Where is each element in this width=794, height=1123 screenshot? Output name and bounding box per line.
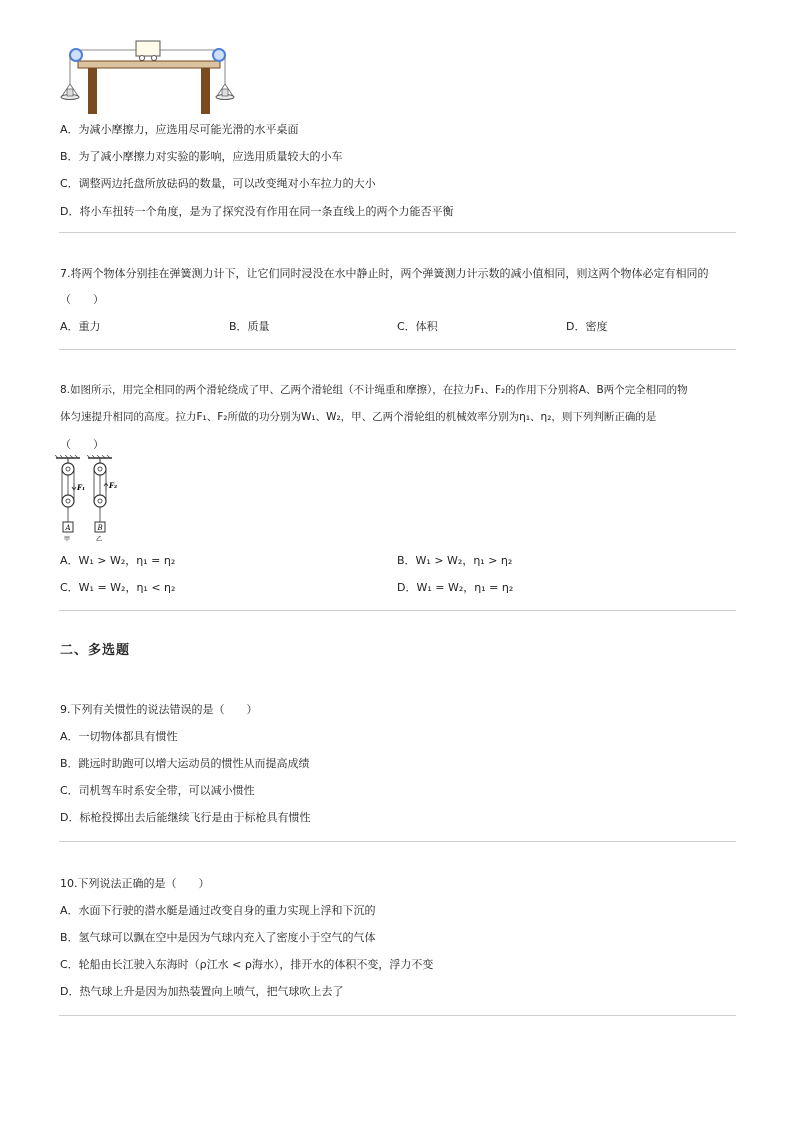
q6-option-b: B．为了减小摩擦力对实验的影响，应选用质量较大的小车 — [60, 150, 343, 163]
divider — [59, 232, 736, 233]
q9-option-d: D．标枪投掷出去后能继续飞行是由于标枪具有惯性 — [60, 811, 311, 824]
q8-fig-label-a: A — [65, 524, 71, 532]
q8-option-d: D．W₁ = W₂，η₁ = η₂ — [397, 581, 514, 594]
q8-option-a: A．W₁ > W₂，η₁ = η₂ — [60, 554, 176, 567]
q6-option-a: A．为减小摩擦力，应选用尽可能光滑的水平桌面 — [60, 123, 299, 136]
q8-option-b: B．W₁ > W₂，η₁ > η₂ — [397, 554, 513, 567]
q8-pulley-figure — [52, 455, 122, 543]
q8-fig-label-b: B — [97, 524, 103, 532]
q8-stem-line1: 8.如图所示，用完全相同的两个滑轮绕成了甲、乙两个滑轮组（不计绳重和摩擦），在拉力F₁、F₂的作用下分别将A、B两个完全相同的物 — [60, 384, 688, 396]
q10-stem: 10.下列说法正确的是（ ） — [60, 877, 210, 890]
q8-fig-label-f2: F₂ — [109, 481, 118, 490]
q9-stem: 9.下列有关惯性的说法错误的是（ ） — [60, 703, 258, 716]
q10-option-b: B．氢气球可以飘在空中是因为气球内充入了密度小于空气的气体 — [60, 931, 376, 944]
q7-option-d: D．密度 — [566, 320, 608, 333]
divider — [59, 610, 736, 611]
q7-option-b: B．质量 — [229, 320, 270, 333]
q8-answer-blank: （ ） — [60, 438, 104, 451]
q7-answer-blank: （ ） — [60, 293, 104, 306]
q8-fig-label-f1: F₁ — [77, 483, 86, 492]
divider — [59, 841, 736, 842]
q7-option-c: C．体积 — [397, 320, 438, 333]
q8-fig-label-yi: 乙 — [96, 536, 103, 543]
divider — [59, 349, 736, 350]
q6-apparatus-figure — [58, 38, 238, 118]
q9-option-c: C．司机驾车时系安全带，可以减小惯性 — [60, 784, 255, 797]
q8-stem-line2: 体匀速提升相同的高度。拉力F₁、F₂所做的功分别为W₁、W₂，甲、乙两个滑轮组的机械效率分别为η₁、η₂，则下列判断正确的是 — [60, 411, 657, 423]
q6-option-c: C．调整两边托盘所放砝码的数量，可以改变绳对小车拉力的大小 — [60, 177, 376, 190]
q7-stem: 7.将两个物体分别挂在弹簧测力计下，让它们同时浸没在水中静止时，两个弹簧测力计示数的减小值相同，则这两个物体必定有相同的 — [60, 267, 709, 280]
divider — [59, 1015, 736, 1016]
q9-option-b: B．跳远时助跑可以增大运动员的惯性从而提高成绩 — [60, 757, 310, 770]
q10-option-d: D．热气球上升是因为加热装置向上喷气，把气球吹上去了 — [60, 985, 344, 998]
q10-option-c: C．轮船由长江驶入东海时（ρ江水 < ρ海水），排开水的体积不变，浮力不变 — [60, 958, 434, 971]
q8-fig-label-jia: 甲 — [64, 536, 71, 543]
q10-option-a: A．水面下行驶的潜水艇是通过改变自身的重力实现上浮和下沉的 — [60, 904, 376, 917]
q7-option-a: A．重力 — [60, 320, 101, 333]
q8-option-c: C．W₁ = W₂，η₁ < η₂ — [60, 581, 176, 594]
q9-option-a: A．一切物体都具有惯性 — [60, 730, 178, 743]
q6-option-d: D．将小车扭转一个角度，是为了探究没有作用在同一条直线上的两个力能否平衡 — [60, 205, 454, 218]
section-title: 二、多选题 — [60, 643, 131, 658]
